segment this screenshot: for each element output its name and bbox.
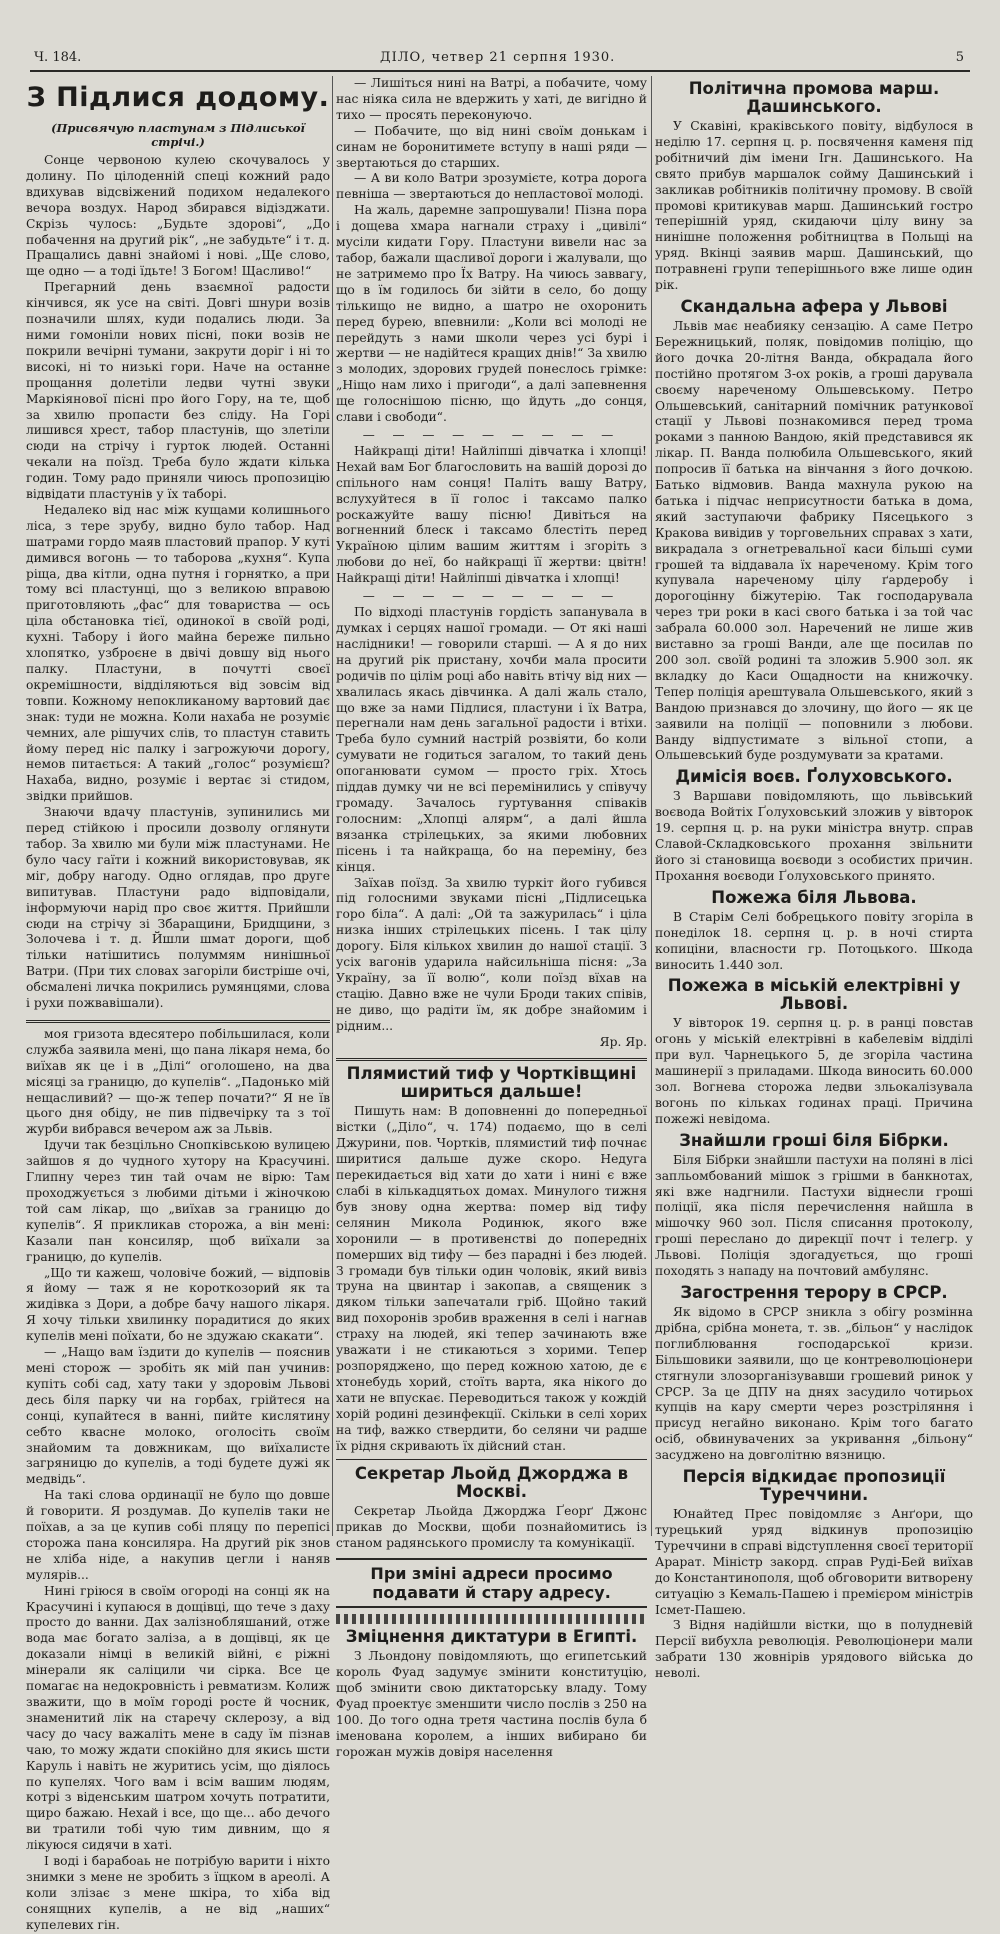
article-paragraph: — Побачите, що від нині своїм донькам і синам не боронитимете вступу в наші ряди — звертаються до старших.: [336, 123, 647, 170]
column-2: [336, 76, 647, 1759]
headline-typhus: Плямистий тиф у Чортківщині шириться дальше!: [346, 1064, 637, 1102]
article-paragraph: Заїхав поїзд. За хвилю туркіт його губився під голосними звуками пісні „Підлисецька горо біла“. А далі: „Ой та зажурилась“ і ціла низка інших стрілецьких пісень. І так цілу дорогу. Біля кількох хвилин до нашої стації. З усіх вагонів ударила найсильніша пісня: „За Україну, за її волю“, коли поїзд вїхав на стацію. Давно вже не чули Броди таких співів, не диво, що радіти їм, як добре знайомим і рідним...: [336, 875, 647, 1033]
headline-ussr-terror: Загострення терору в СРСР.: [680, 1283, 948, 1302]
story-paragraph: „Що ти кажеш, чоловіче божий, — відповів я йому — таж я не короткозорий як та жидівка з Дори, а добре бачу нашого лікаря. Я хочу тільки хвилинку порадитися до яких купелів мені поїхати, бо не здужаю скакати“.: [26, 1265, 330, 1344]
story-paragraph: моя гризота вдесятеро побільшилася, коли служба заявила мені, що пана лікаря нема, бо виїхав як це і в „Ділі“ оголошено, на два місяці за границю, до купелів“. „Падонько мій нещасливий? — що-ж тепер почати?“ Я не їв цього дня обіду, не пив підвечірку та з тої журби вибрався вечером аж за Львів.: [26, 1026, 330, 1137]
power-plant-fire-text: У вівторок 19. серпня ц. р. в ранці повстав огонь у міській електрівні в кабелевім відділі при вул. Чарнецького 5, де згоріла частина машинерії з приладами. Шкода виносить 60.000 зол. Вогнева сторожа ледви зльокалізувала вогонь по кільках годинах праці. Причина пожежі невідома.: [655, 1016, 973, 1126]
article-paragraph: Найкращі діти! Найліпші дівчатка і хлопці! Нехай вам Бог благословить на вашій дорозі до спільного нам сонця! Паліть вашу Ватру, вслухуйтеся в її голос і таксамо палко роскажуйте вашу пісню! Дивіться на вогненний блеск і таксамо блестіть перед Україною цілим вашим життям і згоріть з любови до неї, бо найкращі її жертви: цвітн! Найкращі діти! Найліпші дівчатка і хлопці!: [336, 443, 647, 586]
section-rule: [26, 1020, 330, 1023]
lloyd-george-text: Секретар Льойда Джорджа Ґеорґ Джонс прикав до Москви, щоби познайомитись із станом радянського промислу та комунікації.: [336, 1504, 647, 1551]
bibrka-money-text: Біля Бібрки знайшли пастухи на поляні в лісі запльомбований мішок з грішми в банкнотах, які вже надгнили. Пастухи віднесли гроші поліції, яка після перечислення найшла в мішочку 960 зол. Після списання протоколу, гроші переслано до дирекції почт і телегр. у Львові. Поліція здогадується, що гроші походять з нападу на почтовий амбулянс.: [655, 1152, 973, 1279]
headline-bibrka-money: Знайшли гроші біля Бібрки.: [679, 1130, 949, 1150]
lviv-affair-text: Львів має неабияку сензацію. А саме Петро Бережницький, поляк, повідомив поліцію, що його дочка 20-літня Ванда, обкрадала його постійно протягом 3-ох років, а гроші дарувала своєму нареченому Ольшевському. Петро Ольшевський, санітарний помічник ратункової стації у Львові познакомився перед трома роками з панною Вандою, якій представився як лікар. П. Ванда полюбила Ольшевського, який попросив її батька на вінчання з його дочкою. Батько відмовив. Ванда махнула рукою на батька і підчас неприсутности батька в дома, який заступаючи фабрику Пясецького з Кракова вивідив у торговельних справах з хати, викрадала з огнетревальної каси більші суми грошей та віддавала їх нареченому. Крім того купувала нареченому цілу ґардеробу і дорогоцінну біжутерію. Так господарувала через три роки в касі свого батька і за той час забрала 60.000 зол. Наречений не лише жив виставно за гроші Ванди, але ще посилав по 200 зол. своїй родині та зложив 5.900 зол. як вкладку до Каси Ощадности на книжочку. Тепер поліція арештувала Ольшевського, який з Вандою признався до злочину, що його — як це заявили на поліції — поповнили з любови. Ванду відпустимате з вільної стопи, а Ольшевський буде роздумувати за кратами.: [655, 318, 973, 763]
persia-text: Юнайтед Прес повідомляє з Анґори, що турецький уряд відкинув пропозицію Туреччини в справі відступлення своєї території Арарат. Міністр закорд. справ Руді-Бей виїхав до Константинополя, щоб обговорити витворену ситуацію з Кемаль-Пашею і премієром міністрів Ісмет-Пашею.: [655, 1507, 973, 1617]
headline-lloyd-george: Секретар Льойд Джорджа в Москві.: [354, 1464, 629, 1502]
column-1: [26, 76, 330, 1932]
story-paragraph: На такі слова ординації не було що довше й говорити. Я роздумав. До купелів таки не поїхав, а за це купив собі пляцу по перепісі сторожа пана консиляра. На другий рік знов не хліба ніде, а накупив цегли і наняв мулярів...: [26, 1488, 330, 1582]
typhus-text: Пишуть нам: В доповненні до попередньої вістки („Діло“, ч. 174) подаємо, що в селі Джурини, пов. Чортків, плямистий тиф почнає ширитися дальше дуже скоро. Недуга перекидається від хати до хати і нині є вже слабі в кількадцятьох домах. Минулого тижня був знову одна жертва: помер від тифу селянин Микола Родинюк, якого вже хоронили — в противенстві до попередніх померших від тифу — без парадні і без людей. З громади був тільки один чоловік, який вивіз труна на цвинтар і закопав, а священик з дяком тільки запечатали гріб. Щойно такий вид похоронів зробив враження в селі і нагнав страху на людей, які тепер зачинають вже уважати і не стикаються з хорими. Тепер розпоряджено, що перед кожною хатою, де є хтонебудь хорий, стоїть варта, яка нікого до хати не впускає. Переводиться також у кождій хорій родині дезинфекції. Скільки в селі хорих на тиф, важко ствердити, бо селяни чи радше їх рідня скривають їх дійсний стан.: [336, 1104, 647, 1453]
page-header: [30, 48, 970, 72]
persia-revolution-text: З Відня надійшли вістки, що в полудневій Персії вибухла революція. Революціонери мали забрати 130 жовнірів урядового війська до неволі.: [655, 1618, 973, 1681]
address-notice-box: [336, 1558, 647, 1608]
article-title: З Підлися додому.: [26, 82, 330, 113]
ussr-terror-text: Як відомо в СРСР зникла з обігу розмінна дрібна, срібна монета, т. зв. „більон“ у наслідок поглиблювання господарської кризи. Більшовики заявили, що це контреволюціонери стягнули злозорганізувавши грошевий ринок у СРСР. За це ДПУ на днях засудило чотирьох купців на кару смерти через розстріляння і присуд негайно виконано. Крім того багато осіб, обвинувачених за укривання „більону“ засуджено на довголітню вязницю.: [655, 1305, 973, 1463]
article-dedication: (Присвячую пластунам з Підлиської стрічі.): [51, 121, 305, 149]
fire-near-lviv-text: В Старім Селі бобрецького повіту згоріла в понеділок 18. серпня ц. р. в ночі стирта копиціни, власности гр. Потоцького. Шкода виносить 1.440 зол.: [655, 909, 973, 972]
dash-separator: — — — — — — — — —: [362, 427, 621, 442]
article-paragraph: На жаль, даремне запрошували! Пізна пора і дощева хмара нагнали страху і „цивілі“ мусіли кидати Гору. Пластуни вивели нас за табор, бажали щасливої дороги і жалували, що не затримемо про Їх Ватру. На чиюсь заввагу, що в їм годилось би зійти в село, бо дощу тількищо не видно, а шатро не охоронить перед бурею, впевнили: „Коли всі молоді не перейдуть з нами школи через усі бурі і жертви — не надійтеся кращих днів!“ За хвилю з молодих, здорових грудей понеслось грімке: „Нiщо нам лихо і пригоди“, а далі запевнення ще голоснішою пісню, що йдуть „до сонця, слави і свободи“.: [336, 203, 647, 425]
story-paragraph: І воді і барабоаь не потрібую варити і ніхто знимки з мене не зробить з їщком в ареолі. А коли злізає з мене шкіра, то хіба від сонящних купелів, а не від „наших“ купелевих гін.: [26, 1854, 330, 1932]
ornamental-rule: [336, 1614, 647, 1624]
story-paragraph: Нині гріюся в своїм огороді на сонці як на Красучині і купаюся в дощівці, що тече з даху просто до ванни. Дах залізнобляшаний, отже вода має богато заліза, а в дощівці, як це доказали німці в великій війні, є ріжні мінерали як саліцили чи сірка. Все це помагає на недокровність і ревматизм. Колиж зважити, що в моїм городі росте й чосник, знаменитий лік на старечу склерозу, а від часу до часу важаліть мене в саду їм пізнав чаю, то можу ждати спокійно для якись шсти Каруль і навіть не журитись усім, що діялось по купелях. Чого вам і всім вашим людям, котрі з віденським шатром хочуть потратити, щиро бажаю. Нехай і все, що ще... або дечого ви тратили тобі чую тим дивним, що я лікуюся сидячи в хаті.: [26, 1583, 330, 1853]
page-number: 5: [955, 50, 964, 65]
article-paragraph: Знаючи вдачу пластунів, зупинились ми перед стійкою і просили дозволу оглянути табор. За хвилю ми були між пластунами. Не було часу гаїти і кожний використовував, як міг, добру нагоду. Одно оглядав, про друге випитував. Пластуни радо відповідали, інформуючи нарід про своє життя. Прийшли сюди на стрічу зі Збаращини, Бридщини, з Золочева і т. д. Йшли шмат дороги, щоб тільки натішитись полуммям нинішньої Ватри. (При тих словах загоріли бистріше очі, обсмалені личка покрились румянцями, слова і рухи пожвавішали).: [26, 805, 330, 1011]
author-signature: Яр. Яр.: [599, 1034, 647, 1049]
egypt-text: З Льондону повідомляють, що египетський король Фуад задумує змінити конституцію, щоб змінити свою диктаторську владу. Тому Фуад проектує зменшити число послів з 250 на 100. До того одна третя частина послів була б іменована королем, а інших вибирано би горожан мужів довіря населення: [336, 1649, 647, 1759]
column-3: [655, 76, 973, 1681]
column-divider: [332, 76, 333, 1536]
daszynski-text: У Скавіні, краківського повіту, відбулося в неділю 17. серпня ц. р. посвячення каменя під робітничий дім імени Ігн. Дашинського. На свято прибув маршалок сойму Дашинський і закликав робітників політичну промову. В своїй промові критикував марш. Дашинський гостро теперішній уряд, скидаючи цілу вину за нинішне положення робітництва в Польщі на уряд. Вкінці заявив марш. Дашинський, що потравнені групи теперішнього вже лише один рік.: [655, 119, 973, 293]
article-paragraph: Прегарний день взаємної радости кінчився, як усе на світі. Довгі шнури возів позначили шлях, куди подались люди. За ними гомоніли нових пісні, поки возів не покрили вечірні тумани, закрути доріг і ні то високі, ні то низькі гори. Наче на останне прощання долетіли ледви чутні звуки Маркіянової пісні про його Гору, на те, щоб за хвилю пропасти без сліду. На Горі лишився хрест, табор пластунів, що злетіли сюди на стрічу і гурток людей. Останні чекали на поїзд. Треба було ждати кілька годин. Тому радо приняли чиюсь пропозицію відвідати пластунів у їх таборі.: [26, 280, 330, 502]
section-rule: [336, 1058, 647, 1061]
column-divider: [651, 76, 652, 1536]
goluchowski-text: З Варшави повідомляють, що львівський воєвода Войтіх Ґолуховський зложив у вівторок 19. серпня ц. р. на руки міністра внутр. справ Славой-Складковського прохання звільнити його зі становища воєводи з особистих причин. Прохання воєводи Ґолуховського принято.: [655, 789, 973, 883]
headline-lviv-affair: Скандальна афера у Львові: [680, 296, 948, 316]
article-paragraph: — Лишіться нині на Ватрі, а побачите, чому нас ніяка сила не вдержить у хаті, де вигідно й тихо — просять переконуючо.: [336, 76, 647, 122]
headline-goluchowski: Димісія воєв. Ґолуховського.: [675, 767, 953, 787]
masthead-date: ДІЛО, четвер 21 серпня 1930.: [380, 50, 616, 65]
headline-power-plant-fire: Пожежа в міській електрівні у Львові.: [667, 976, 961, 1014]
article-paragraph: — А ви коло Ватри зрозумієте, котра дорога певніша — звертаються до непластової молоді.: [336, 171, 647, 202]
headline-daszynski: Політична промова марш. Дашинського.: [688, 79, 940, 116]
headline-fire-near-lviv: Пожежа біля Львова.: [711, 887, 917, 907]
article-paragraph: Недалеко від нас між кущами колишнього ліса, з тере зрубу, видно було табор. Над шатрами гордо маяв пластовий прапор. У куті димився вогонь — то таборова „кухня“. Купа ріща, два кітли, одна путня і горнятко, а при тому всі пластунці, що з великою вправою приготовляють „фас“ для товариства — ось ціла обстановка тієї, одинокої в своїй роді, кухні. Табору і його майна береже пильно хлопятко, узброєне в двічі довшу від нього палку. Пластуни, в почутті своєї окремішности, відділяються від зовсім від товпи. Кожному непокликаному вартовий дає знак: туди не можна. Коли нахаба не розуміє чемних, але рішучих слів, то пластун ставить йому перед ніс палку і загрожуючи дорогу, немов питається: А такий „голос“ розумієш? Нахаба, видно, розуміє і вертає зі стидом, звідки прийшов.: [26, 502, 330, 804]
section-rule: [336, 1459, 647, 1460]
headline-persia: Персія відкидає пропозиції Туреччини.: [682, 1467, 946, 1505]
issue-number: Ч. 184.: [34, 50, 82, 65]
headline-egypt: Зміцнення диктатури в Египті.: [345, 1627, 638, 1647]
article-paragraph: Сонце червоною кулею скочувалось у долину. По цілоденній спеці кожний радо вдихував відсвіжений подихом недалекого вечора воздух. Народ збирався відізджати. Скрізь чулось: „Будьте здорові“, „До побачення на другий рік“, „не забудьте“ і т. д. Пращались давні знайомі і нові. „Ще слово, ще одно — а тоді їдьте! З Богом! Щасливо!“: [26, 153, 330, 279]
story-paragraph: Ідучи так безцільно Снопківською вулицею зайшов я до чудного хутору на Красучині. Глипну через тин тай очам не вірю: Там проходжується з любими дітьми і жіночкою той сам лікар, що „виїхав за границю до купелів“. Я прикликав сторожа, а він мені: Казали пан консиляр, щоб виїхали за границю, до купелів.: [26, 1138, 330, 1264]
article-paragraph: По відході пластунів гордість запанувала в думках і серцях нашої громади. — От які наші наслідники! — говорили старші. — А я до них на другий рік пристану, хочби мала просити родичів по цілім році або навіть втічу від них — хвалилась якась дівчинка. А далі жаль стало, що вже за нами Підлися, пластуни і їх Ватра, перегнали нам день загальної радости і втіхи. Треба було сумний настрій розвіяти, бо коли сумувати не годиться загалом, то такий день опоганювати сумом — просто гріх. Хтось піддав думку чи не всі перемінились у співучу громаду. Зачалось гуртування співаків голосним: „Хлопці алярм“, а далі йшла вязанка стрілецьких, за якими любовних пісень і та найкраща, бо на переміну, без кінця.: [336, 605, 647, 874]
story-paragraph: — „Нащо вам їздити до купелів — пояснив мені сторож — зробіть як мій пан учинив: купіть собі сад, хату таки у здоровім Львові десь біля парку чи на горбах, грійтеся на сонці, купайтеся в ванні, пийте кислятину себто квасне молоко, оголосіть своїм знайомим та довжникам, що виїхалисте загряницю до купелів, а тоді будете дужі як медвідь“.: [26, 1345, 330, 1487]
address-notice: При зміні адреси просимо подавати й стару адресу.: [370, 1564, 613, 1603]
dash-separator: — — — — — — — — —: [362, 589, 621, 604]
